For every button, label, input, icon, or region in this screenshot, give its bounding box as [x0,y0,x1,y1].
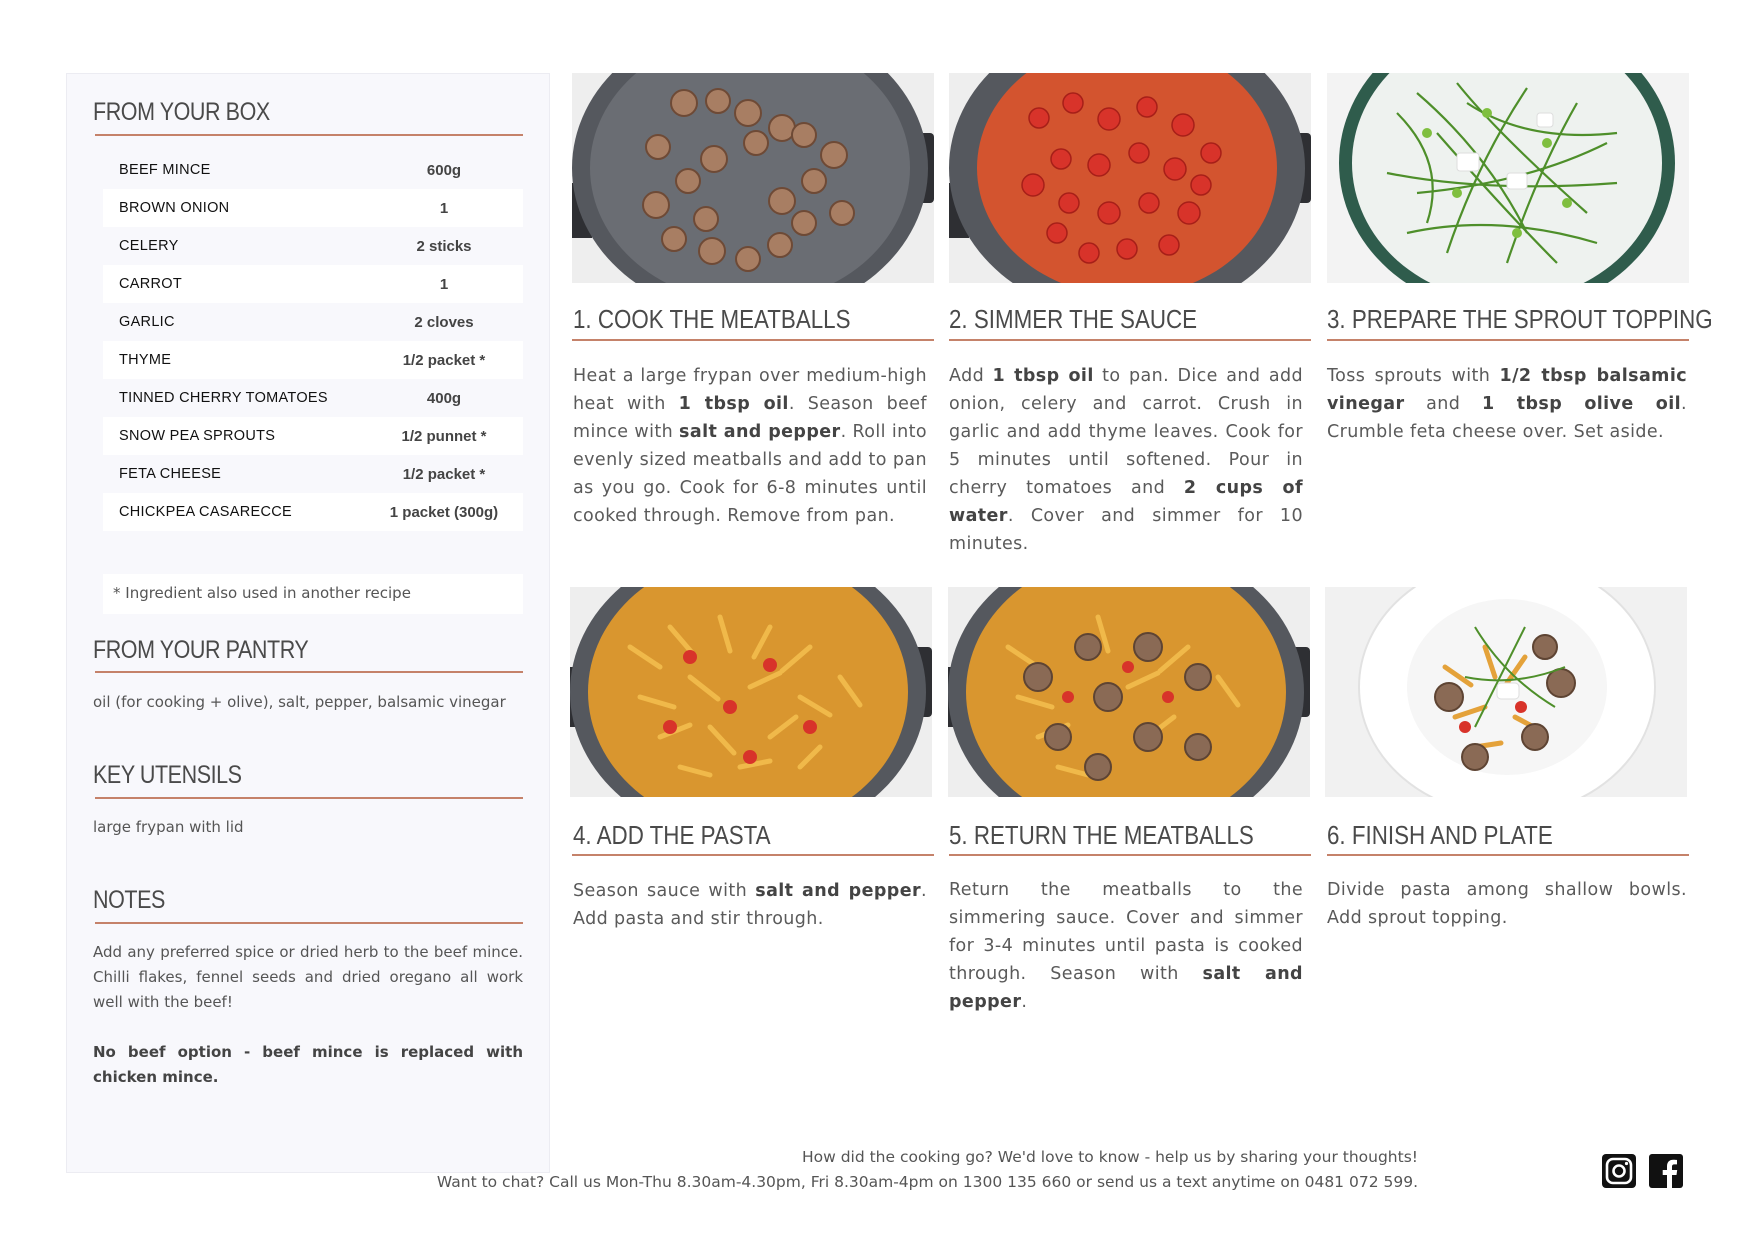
step-5-rule [949,854,1311,856]
step-text: Divide pasta among shallow bowls. Add sprout topping. [1327,880,1687,928]
step-bold-text: 1 tbsp oil [992,366,1094,386]
ingredient-name: GARLIC [119,314,175,330]
step-3-body [1327,362,1687,446]
step-2-title: 2. SIMMER THE SAUCE [949,304,1198,334]
step-text: Return the meatballs to the simmering sauce. Cover and simmer for 3-4 minutes until pasta is cooked through. Season with [949,880,1303,984]
ingredient-row [103,379,523,417]
step-1-title: 1. COOK THE MEATBALLS [573,304,851,334]
notes-bold-text: No beef option - beef mince is replaced with chicken mince. [93,1043,523,1086]
box-heading: FROM YOUR BOX [93,98,270,126]
footer-feedback-text: How did the cooking go? We'd love to know - help us by sharing your thoughts! [801,1148,1418,1166]
step-bold-text: salt and pepper [755,881,922,901]
ingredient-name: FETA CHEESE [119,466,222,482]
step-3-rule [1327,339,1689,341]
step-3-image [1327,73,1689,283]
step-5-image [948,587,1310,797]
pantry-text: oil (for cooking + olive), salt, pepper, balsamic vinegar [93,693,506,711]
step-2-body [949,362,1303,558]
ingredient-name: SNOW PEA SPROUTS [119,428,276,444]
step-bold-text: 1/2 tbsp balsamic vinegar [1327,366,1687,414]
ingredient-quantity: 1/2 packet * [402,465,486,483]
ingredient-row [103,493,523,531]
step-4-rule [572,854,934,856]
step-text: . Roll into evenly sized meatballs and add to pan as you go. Cook for 6-8 minutes until cooked through. Remove from pan. [573,422,927,526]
notes-text: Add any preferred spice or dried herb to the beef mince. Chilli flakes, fennel seeds and dried oregano all work well with the beef! [93,943,523,1011]
ingredient-name: CELERY [119,238,179,254]
step-bold-text: 1 tbsp oil [678,394,789,414]
utensils-text: large frypan with lid [93,818,244,836]
ingredient-row [103,227,523,265]
step-6-title: 6. FINISH AND PLATE [1327,820,1553,850]
step-1-body [573,362,927,530]
ingredient-row [103,341,523,379]
ingredient-name: BROWN ONION [119,200,230,216]
step-4-title: 4. ADD THE PASTA [573,820,771,850]
notes-heading: NOTES [93,886,165,914]
ingredient-quantity: 1/2 punnet * [401,427,487,445]
step-text: and [1404,394,1482,414]
step-6-image [1325,587,1687,797]
ingredient-row [103,151,523,189]
step-text: . [1021,992,1028,1012]
step-2-image [949,73,1311,283]
ingredient-row [103,303,523,341]
step-3-title: 3. PREPARE THE SPROUT TOPPING [1327,304,1713,334]
ingredient-quantity: 1 packet (300g) [389,503,499,521]
ingredients-panel [66,73,550,1173]
step-6-rule [1327,854,1689,856]
ingredient-quantity: 1 [439,199,449,217]
ingredient-quantity: 2 sticks [416,237,472,255]
ingredient-quantity: 2 cloves [414,313,474,331]
instagram-icon[interactable] [1601,1153,1637,1189]
step-4-body [573,877,927,933]
heading-rule [95,134,523,136]
step-text: Toss sprouts with [1327,366,1500,386]
ingredient-name: CHICKPEA CASARECCE [119,504,292,520]
step-text: Season sauce with [573,881,756,901]
step-text: Heat a large frypan over medium-high heat with [573,366,927,414]
step-2-rule [949,339,1311,341]
step-bold-text: 2 cups of water [949,478,1303,526]
step-text: . Season beef mince with [573,394,927,442]
heading-rule [95,922,523,924]
ingredient-quantity: 1/2 packet * [402,351,486,369]
footer-contact-text: Want to chat? Call us Mon-Thu 8.30am-4.30pm, Fri 8.30am-4pm on 1300 135 660 or send us a text anytime on 0481 072 599. [436,1173,1418,1191]
ingredient-row [103,455,523,493]
heading-rule [95,671,523,673]
step-5-title: 5. RETURN THE MEATBALLS [949,820,1254,850]
step-text: . Add pasta and stir through. [573,881,927,929]
step-text: Add [949,366,993,386]
ingredient-row [103,265,523,303]
ingredient-name: BEEF MINCE [119,162,211,178]
ingredient-row [103,189,523,227]
heading-rule [95,797,523,799]
ingredient-name: THYME [119,352,172,368]
step-text: . Crumble feta cheese over. Set aside. [1327,394,1687,442]
step-1-rule [572,339,934,341]
step-bold-text: salt and pepper [679,422,841,442]
facebook-icon[interactable] [1648,1153,1684,1189]
pantry-heading: FROM YOUR PANTRY [93,636,309,664]
step-5-body [949,876,1303,1016]
ingredient-quantity: 1 [439,275,449,293]
step-text: to pan. Dice and add onion, celery and carrot. Crush in garlic and add thyme leaves. Cook for 5 minutes until softened. Pour in cherry tomatoes and [949,366,1303,498]
footnote: * Ingredient also used in another recipe [103,574,523,614]
utensils-heading: KEY UTENSILS [93,761,242,789]
step-1-image [572,73,934,283]
ingredient-name: CARROT [119,276,183,292]
ingredient-quantity: 400g [426,389,462,407]
ingredient-quantity: 600g [426,161,462,179]
ingredient-name: TINNED CHERRY TOMATOES [119,390,328,406]
step-text: . Cover and simmer for 10 minutes. [949,506,1303,554]
step-4-image [570,587,932,797]
step-bold-text: salt and pepper [949,964,1303,1012]
step-6-body [1327,876,1687,932]
step-bold-text: 1 tbsp olive oil [1481,394,1682,414]
ingredients-table [103,151,523,531]
ingredient-row [103,417,523,455]
